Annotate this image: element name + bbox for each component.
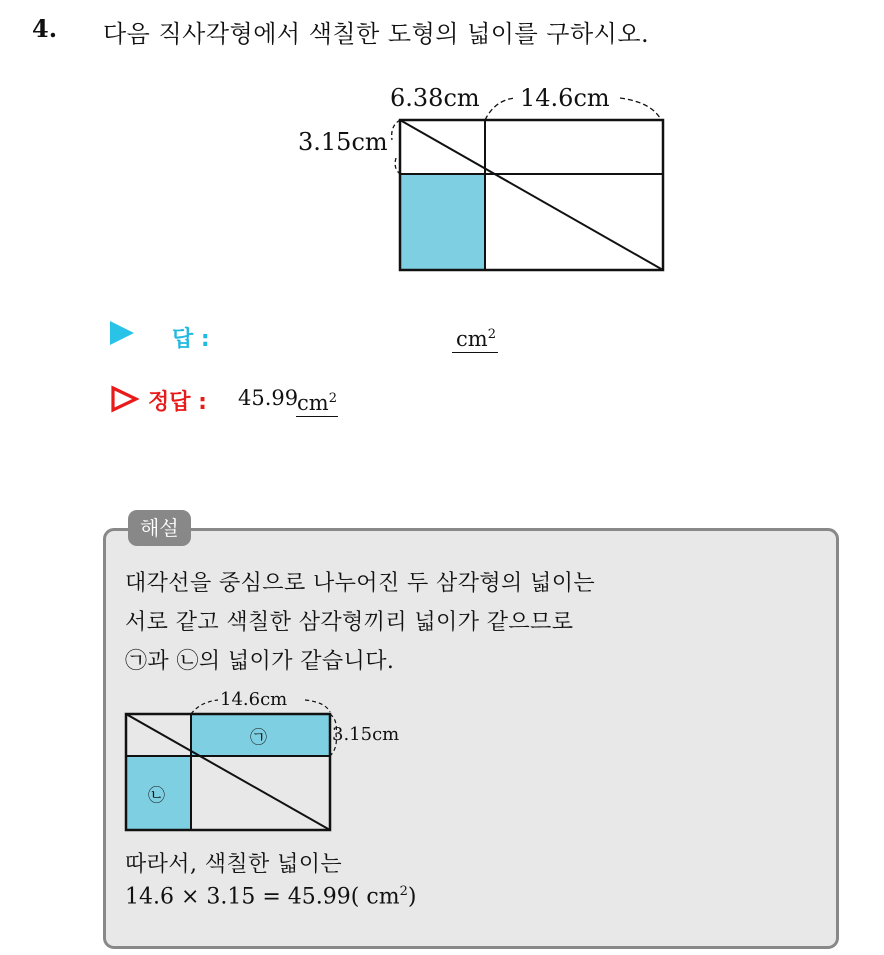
solution-line-1: 대각선을 중심으로 나누어진 두 삼각형의 넓이는 [125,571,596,596]
correct-answer-label: 정답 : [148,390,207,415]
mark-a: ㉠ [250,728,267,748]
solution-tab: 해설 [128,510,191,546]
label-width-left: 6.38cm [390,84,480,112]
label-side-2: 3.15cm [332,724,400,745]
question-number: 4. [32,14,58,43]
solution-line-2: 서로 같고 색칠한 삼각형끼리 넓이가 같으므로 [125,610,574,635]
solution-figure [120,684,420,834]
equation-text: 14.6 × 3.15 = 45.99( cm [125,884,400,910]
correct-unit-exponent: 2 [328,391,337,406]
equation-exponent: 2 [399,884,408,899]
solution-line-3: ㉠과 ㉡의 넓이가 같습니다. [125,649,395,674]
equation-close: ) [407,884,417,910]
answer-unit-text: cm [456,327,488,351]
question-text: 다음 직사각형에서 색칠한 도형의 넓이를 구하시오. [103,20,650,48]
outline-arrow-icon [110,385,140,413]
label-top-2: 14.6cm [220,689,288,710]
rectangle-figure [290,78,680,278]
answer-unit-exponent: 2 [487,327,496,342]
shaded-rectangle [400,174,485,270]
solution-line-4: 따라서, 색칠한 넓이는 [125,852,343,877]
answer-label: 답 : [172,327,210,352]
play-arrow-icon [110,321,134,345]
correct-answer-unit [296,386,338,417]
correct-answer-value: 45.99 [238,386,299,410]
correct-unit-text: cm [297,391,329,415]
mark-b: ㉡ [148,786,165,806]
answer-unit [452,322,498,353]
label-width-right: 14.6cm [520,84,610,112]
solution-equation [125,884,416,909]
label-height: 3.15cm [298,128,388,156]
